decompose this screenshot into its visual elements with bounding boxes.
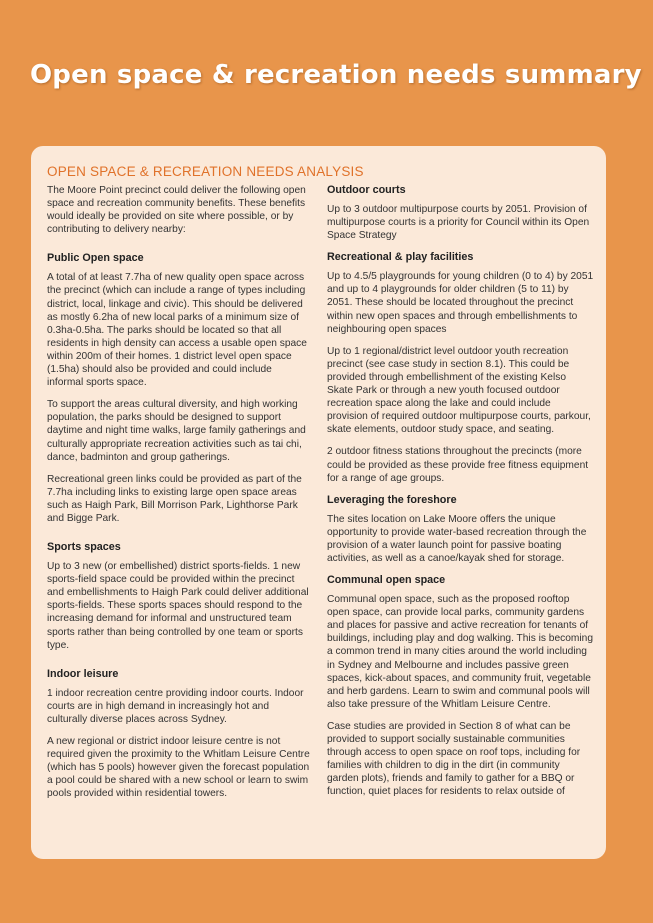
public-open-space-heading: Public Open space (47, 252, 144, 265)
recreational-play-heading: Recreational & play facilities (327, 251, 474, 264)
page-title: Open space & recreation needs summary (30, 60, 642, 90)
communal-open-space-paragraph-2: Case studies are provided in Section 8 of what can be provided to support socially sustainable communities through access to open space on roof tops, including for families with children to dig in the dirt (in community garden plots), friends and family to gather for a BBQ or function, quiet places for residents to relax outside of (327, 720, 581, 798)
foreshore-heading: Leveraging the foreshore (327, 493, 457, 506)
communal-open-space-heading: Communal open space (327, 574, 446, 587)
intro-paragraph: The Moore Point precinct could deliver the following open space and recreation community benefits. These benefits would ideally be provided on site where possible, or by contributing to delivery nearby: (47, 185, 306, 236)
outdoor-courts-heading: Outdoor courts (327, 184, 406, 196)
indoor-leisure-paragraph-2: A new regional or district indoor leisure centre is not required given the proximity to the Whitlam Leisure Centre (which has 5 pools) however given the forecast population a pool could be shared with a new school or learn to swim pools provided within residential towers. (47, 736, 310, 800)
public-open-space-paragraph-2: To support the areas cultural diversity, and high working population, the parks should be designed to support daytime and night time walks, large family gatherings and culturally appropriate recreation activities such as tai chi, dance, badminton and group gatherings. (47, 399, 306, 463)
left-column (47, 184, 310, 809)
recreational-play-paragraph-3: 2 outdoor fitness stations throughout the precincts (more could be provided as these provide free fitness equipment for a range of age groups. (327, 446, 589, 484)
panel-heading: OPEN SPACE & RECREATION NEEDS ANALYSIS (47, 164, 364, 179)
communal-open-space-paragraph-1: Communal open space, such as the proposed rooftop open space, can provide local parks, community gardens and places for passive and active recreation for tenants of buildings, including play and dog walking. This is becoming a common trend in many cities around the world including in Sydney and Melbourne and includes passive green spaces, kick-about spaces, and community fruit, vegetable and herb gardens. Learn to swim and communal pools will also take pressure of the Whitlam Leisure Centre. (327, 594, 593, 710)
recreational-play-paragraph-2: Up to 1 regional/district level outdoor youth recreation precinct (see case study in section 8.1). This could be provided through embellishment of the existing Kelso Skate Park or through a new youth focused outdoor recreation space along the lake and could include provision of required outdoor multipurpose courts, parkour, skate elements, outdoor study space, and seating. (327, 345, 591, 436)
public-open-space-paragraph-1: A total of at least 7.7ha of new quality open space across the precinct (which can include a range of types including district, local, linkage and civic). This should be delivered as mostly 6.2ha of new local parks of a minimum size of 0.3ha-0.5ha. The parks should be located so that all residents in high density can access a usable open space within 200m of their homes. 1 district level open space (1.5ha) should also be provided and could include informal sports space. (47, 272, 307, 389)
foreshore-paragraph: The sites location on Lake Moore offers the unique opportunity to provide water-based recreation through the provision of a water launch point for passive boating activities, as well as a canoe/kayak shed for storage. (327, 513, 587, 564)
outdoor-courts-paragraph: Up to 3 outdoor multipurpose courts by 2051. Provision of multipurpose courts is a priority for Council within its Open Space Strategy (327, 204, 590, 242)
sports-spaces-paragraph: Up to 3 new (or embellished) district sports-fields. 1 new sports-field space could be provided within the precinct and embellishments to Haigh Park could deliver additional sports-fields. These sports spaces should respond to the increasing demand for informal and unstructured team sports rather than being controlled by one team or sports type. (47, 561, 309, 651)
right-column (327, 184, 594, 807)
needs-analysis-panel (31, 146, 606, 859)
public-open-space-paragraph-3: Recreational green links could be provided as part of the 7.7ha including links to existing large open space areas such as Haigh Park, Bill Morrison Park, Lighthorse Park and Bigge Park. (47, 473, 302, 524)
indoor-leisure-paragraph-1: 1 indoor recreation centre providing indoor courts. Indoor courts are in high demand in increasingly hot and culturally diverse places across Sydney. (47, 687, 304, 725)
recreational-play-paragraph-1: Up to 4.5/5 playgrounds for young children (0 to 4) by 2051 and up to 4 playgrounds for older children (5 to 11) by 2051. These should be located throughout the precinct within new open spaces and through embellishments to neighbouring open spaces (327, 271, 594, 335)
sports-spaces-heading: Sports spaces (47, 541, 121, 554)
indoor-leisure-heading: Indoor leisure (47, 667, 119, 680)
